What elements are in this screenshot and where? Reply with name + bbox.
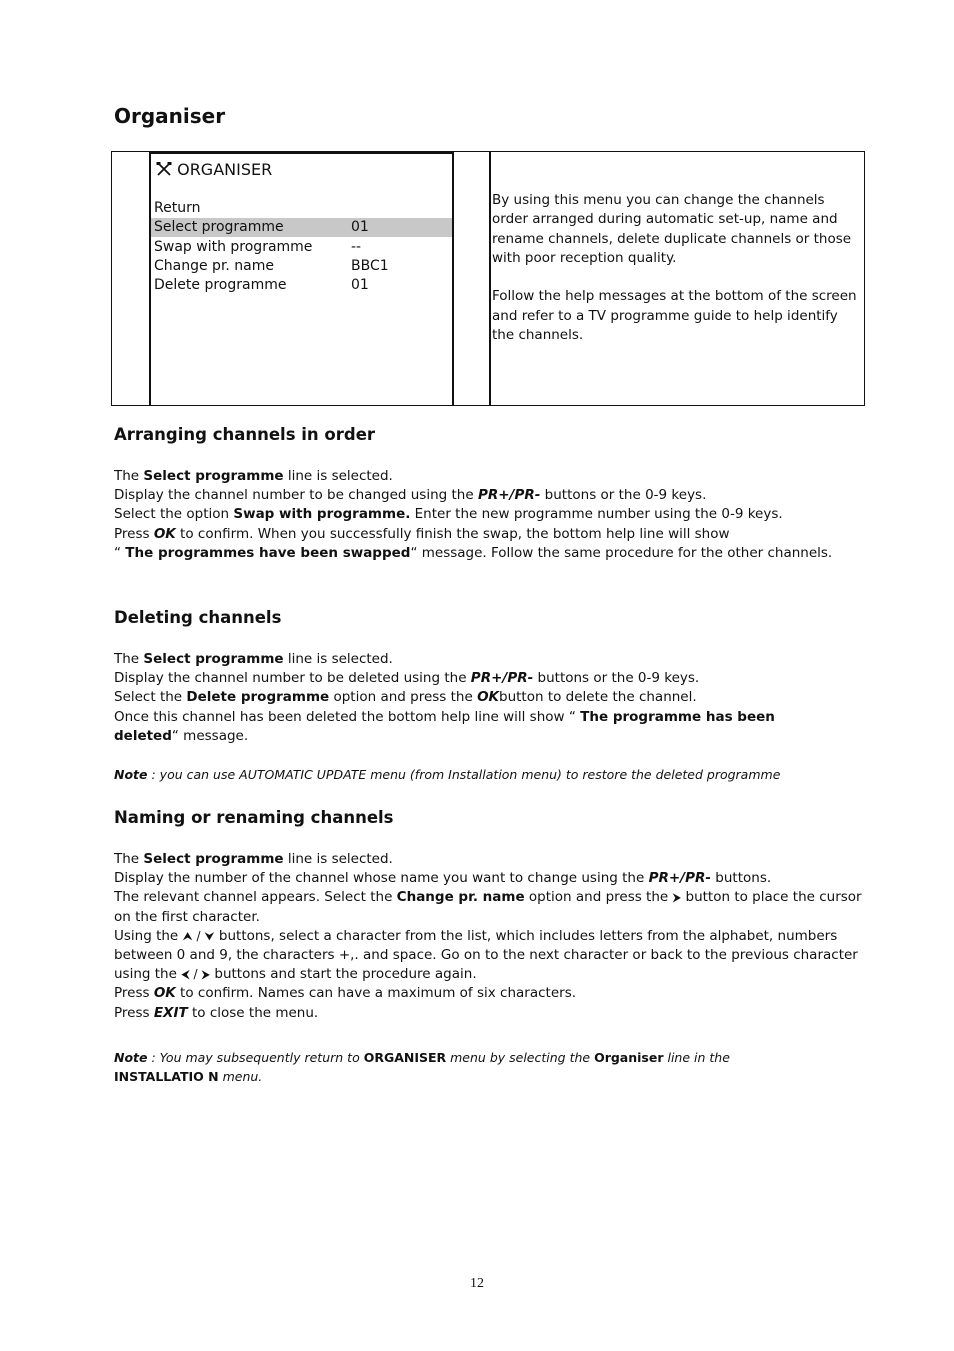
menu-item-value: 01 — [351, 277, 369, 293]
text-line — [114, 650, 854, 669]
text-line — [114, 688, 854, 707]
text: The — [114, 468, 144, 484]
text: line is selected. — [283, 851, 393, 867]
text: button to place the cursor — [681, 889, 862, 906]
text: The — [114, 651, 144, 667]
text: “ — [114, 544, 126, 561]
text: to confirm. Names can have a maximum of six characters. — [175, 985, 577, 1002]
section-body-arranging — [114, 467, 854, 563]
menu-item-value: BBC1 — [351, 258, 389, 274]
menu-item-change-pr-name[interactable] — [151, 257, 452, 276]
emphasis: Delete programme — [186, 689, 330, 706]
menu-item-label: Delete programme — [154, 277, 287, 293]
text-line — [114, 984, 854, 1003]
section-body-deleting — [114, 650, 854, 746]
text: “ message. — [171, 727, 249, 744]
text: option and press the — [524, 889, 673, 906]
menu-item-swap-with-programme[interactable] — [151, 238, 452, 257]
text-line — [114, 669, 854, 688]
emphasis: Select programme — [143, 651, 284, 667]
emphasis: Organiser — [594, 1050, 664, 1065]
text-line — [114, 1048, 854, 1067]
text-line — [114, 1067, 854, 1086]
emphasis: ORGANISER — [363, 1050, 447, 1065]
section-body-naming — [114, 850, 862, 1023]
diagram-menu-top-border — [149, 151, 454, 154]
menu-item-label: Change pr. name — [154, 258, 275, 274]
note-text: : you can use AUTOMATIC UPDATE menu (from Installation menu) to restore the deleted programme — [147, 767, 781, 782]
diagram-divider-mid — [452, 151, 454, 406]
emphasis: INSTALLATIO N — [114, 1069, 219, 1084]
note-naming — [114, 1048, 854, 1086]
emphasis: OK — [477, 689, 500, 706]
text-line — [114, 850, 854, 869]
text-line — [114, 467, 854, 486]
emphasis: The programme has been — [580, 708, 775, 725]
menu-item-value: -- — [351, 239, 362, 255]
emphasis: Select programme — [143, 468, 284, 484]
text: Once this channel has been deleted the bottom help line will show “ — [114, 708, 581, 725]
note-text: menu. — [218, 1069, 263, 1084]
note-text: menu by selecting the — [446, 1050, 595, 1065]
arrow-left-right-icon: ⮜ / ⮞ — [181, 967, 211, 982]
text: Display the channel number to be deleted using the — [114, 670, 471, 687]
tools-icon — [156, 162, 172, 176]
text: The relevant channel appears. Select the — [114, 889, 397, 906]
menu-item-label: Swap with programme — [154, 239, 313, 255]
text: Using the — [114, 927, 183, 944]
text: Select the — [114, 689, 187, 706]
text: to confirm. When you successfully finish the swap, the bottom help line will show — [175, 525, 730, 542]
text: line is selected. — [283, 651, 393, 667]
diagram-divider-right — [489, 151, 491, 406]
text: Press — [114, 1004, 154, 1021]
text: buttons or the 0-9 keys. — [540, 487, 707, 504]
text: Press — [114, 525, 154, 542]
section-heading-deleting: Deleting channels — [114, 608, 282, 627]
text: buttons and start the procedure again. — [210, 966, 477, 983]
menu-title-text: ORGANISER — [177, 160, 273, 179]
text-line — [114, 908, 854, 927]
text-line — [114, 888, 862, 907]
text: buttons. — [711, 870, 772, 887]
emphasis: Swap with programme. — [233, 506, 411, 523]
text-line — [114, 544, 854, 563]
text: buttons, select a character from the list, which includes letters from the alphabet, numbers — [214, 927, 838, 944]
text: The — [114, 851, 144, 867]
arrow-up-down-icon: ⮝ / ⮟ — [182, 928, 215, 943]
note-text: line in the — [663, 1050, 730, 1065]
text-line — [114, 727, 854, 746]
text: Enter the new programme number using the 0-9 keys. — [410, 506, 783, 523]
note-text: : You may subsequently return to — [147, 1050, 364, 1065]
text-line — [114, 486, 854, 505]
emphasis: deleted — [114, 727, 172, 744]
section-heading-arranging: Arranging channels in order — [114, 425, 376, 444]
text-line — [114, 505, 854, 524]
emphasis: EXIT — [153, 1004, 188, 1021]
menu-item-delete-programme[interactable] — [151, 276, 452, 295]
emphasis: PR+/PR- — [477, 487, 541, 504]
text-line — [114, 965, 854, 984]
text-line — [114, 765, 854, 784]
menu-title — [156, 160, 272, 179]
text: between 0 and 9, the characters +,. and space. Go on to the next character or back to the previous character — [114, 947, 858, 964]
text: on the first character. — [114, 908, 260, 925]
text: Select the option — [114, 506, 234, 523]
emphasis: OK — [153, 525, 176, 542]
page-title: Organiser — [114, 104, 226, 128]
page-number: 12 — [470, 1276, 484, 1291]
menu-help-text — [492, 191, 860, 365]
text: using the — [114, 966, 182, 983]
menu-item-value: 01 — [351, 219, 369, 235]
text: option and press the — [329, 689, 478, 706]
note-deleting — [114, 765, 854, 784]
text-line — [114, 927, 854, 946]
menu-item-label: Return — [154, 200, 201, 216]
text: button to delete the channel. — [499, 689, 697, 706]
note-label: Note — [114, 1050, 148, 1065]
text: Display the number of the channel whose name you want to change using the — [114, 870, 649, 887]
text: to close the menu. — [187, 1004, 319, 1021]
arrow-right-icon: ⮞ — [672, 890, 682, 905]
text-line — [114, 525, 854, 544]
text-line — [114, 708, 854, 727]
section-heading-naming: Naming or renaming channels — [114, 808, 394, 827]
help-paragraph: By using this menu you can change the channels order arranged during automatic set-up, name and rename channels, delete duplicate channels or those with poor reception quality. — [492, 192, 852, 266]
text-line — [114, 946, 858, 965]
text: Display the channel number to be changed using the — [114, 487, 478, 504]
text: line is selected. — [283, 468, 393, 484]
emphasis: The programmes have been swapped — [125, 544, 411, 561]
emphasis: OK — [153, 985, 176, 1002]
note-label: Note — [114, 767, 148, 782]
text: “ message. Follow the same procedure for the other channels. — [410, 544, 833, 561]
emphasis: Change pr. name — [396, 889, 525, 906]
emphasis: PR+/PR- — [470, 670, 534, 687]
help-paragraph: Follow the help messages at the bottom of the screen and refer to a TV programme guide to help identify the channels. — [492, 288, 857, 344]
text-line — [114, 869, 854, 888]
text-line — [114, 1004, 854, 1023]
menu-item-label: Select programme — [154, 219, 284, 235]
menu-item-select-programme[interactable] — [151, 218, 452, 237]
emphasis: Select programme — [143, 851, 284, 867]
menu-item-return[interactable] — [151, 199, 452, 218]
text: buttons or the 0-9 keys. — [533, 670, 700, 687]
emphasis: PR+/PR- — [648, 870, 712, 887]
text: Press — [114, 985, 154, 1002]
